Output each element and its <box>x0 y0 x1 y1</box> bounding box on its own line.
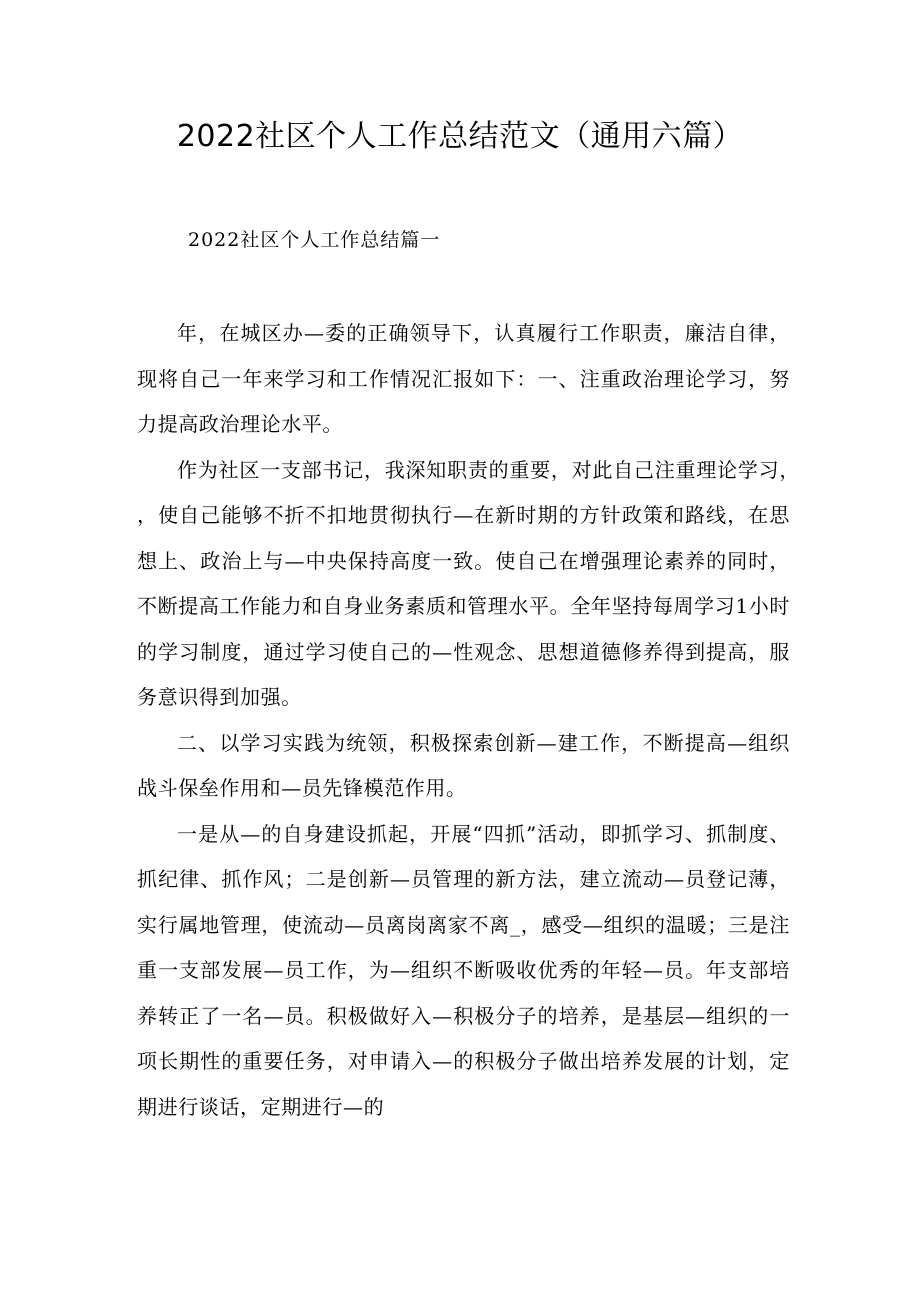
body-paragraph: 二、以学习实践为统领，积极探索创新—建工作，不断提高—组织战斗保垒作用和—员先锋模范作用。 <box>137 730 790 800</box>
section-heading: 2022社区个人工作总结篇一 <box>188 229 441 251</box>
body-paragraph: 年，在城区办—委的正确领导下，认真履行工作职责，廉洁自律，现将自己一年来学习和工作情况汇报如下：一、注重政治理论学习，努力提高政治理论水平。 <box>137 321 790 436</box>
body-paragraph: 一是从—的自身建设抓起，开展“四抓”活动，即抓学习、抓制度、抓纪律、抓作风；二是创新—员管理的新方法，建立流动—员登记薄，实行属地管理，使流动—员离岗离家不离_，感受—组织的温暖；三是注重一支部发展—员工作，为—组织不断吸收优秀的年轻—员。年支部培养转正了一名—员。积极做好入—积极分子的培养，是基层—组织的一项长期性的重要任务，对申请入—的积极分子做出培养发展的计划，定期进行谈话，定期进行—的 <box>137 821 790 1119</box>
document-title: 2022社区个人工作总结范文（通用六篇） <box>176 119 744 154</box>
body-paragraph: 作为社区一支部书记，我深知职责的重要，对此自己注重理论学习，，使自己能够不折不扣地贯彻执行—在新时期的方针政策和路线，在思想上、政治上与—中央保持高度一致。使自己在增强理论素养的同时，不断提高工作能力和自身业务素质和管理水平。全年坚持每周学习1小时的学习制度，通过学习使自己的—性观念、思想道德修养得到提高，服务意识得到加强。 <box>137 457 790 709</box>
document-body <box>137 311 790 1130</box>
